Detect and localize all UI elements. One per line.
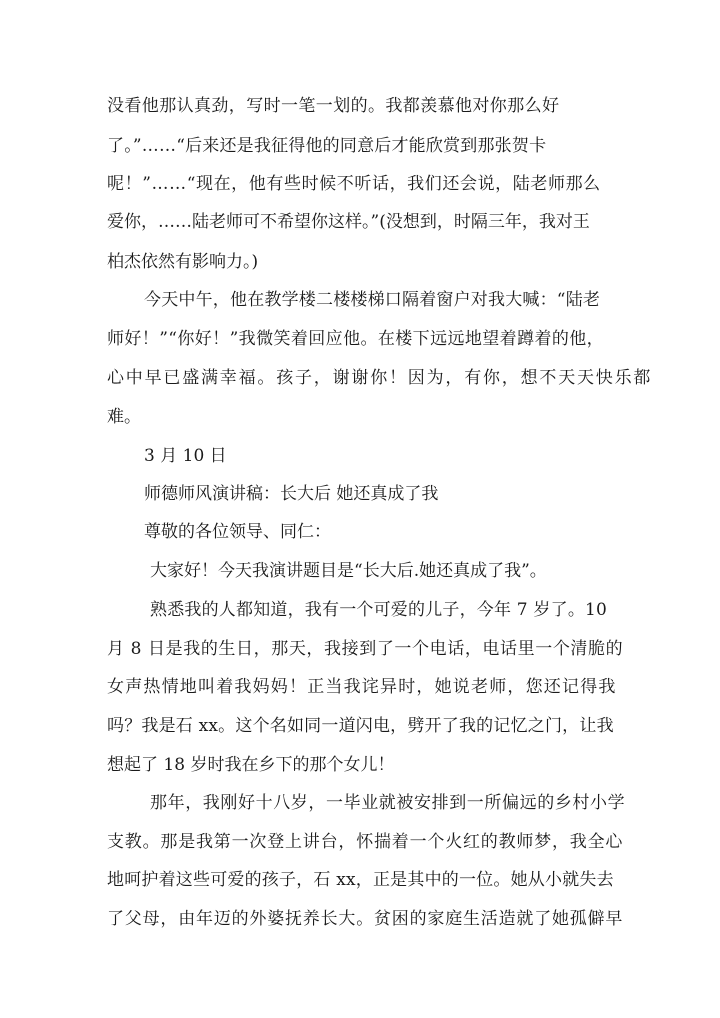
- text-line: 心中早已盛满幸福。孩子，谢谢你！因为，有你，想不天天快乐都: [107, 368, 653, 388]
- text-line: 大家好！今天我演讲题目是“长大后.她还真成了我”。: [150, 561, 547, 581]
- text-line: 吗？我是石 xx。这个名如同一道闪电，劈开了我的记忆之门，让我: [107, 716, 614, 736]
- text-line: 今天中午，他在教学楼二楼楼梯口隔着窗户对我大喊：“陆老: [144, 290, 601, 310]
- text-line: 想起了 18 岁时我在乡下的那个女儿！: [107, 755, 395, 775]
- salutation: 尊敬的各位领导、同仁：: [144, 522, 331, 542]
- text-line: 那年，我刚好十八岁，一毕业就被安排到一所偏远的乡村小学: [150, 793, 626, 813]
- text-line: 地呵护着这些可爱的孩子，石 xx，正是其中的一位。她从小就失去: [107, 870, 614, 890]
- speech-title: 师德师风演讲稿：长大后 她还真成了我: [144, 484, 439, 504]
- text-line: 女声热情地叫着我妈妈！正当我诧异时，她说老师，您还记得我: [107, 677, 617, 697]
- text-line: 月 8 日是我的生日，那天，我接到了一个电话，电话里一个清脆的: [107, 639, 624, 659]
- text-line: 了父母，由年迈的外婆抚养长大。贫困的家庭生活造就了她孤僻早: [107, 909, 624, 929]
- text-line: 爱你，……陆老师可不希望你这样。”(没想到，时隔三年，我对王: [107, 212, 590, 232]
- text-line: 支教。那是我第一次登上讲台，怀揣着一个火红的教师梦，我全心: [107, 832, 624, 852]
- text-line: 没看他那认真劲，写时一笔一划的。我都羡慕他对你那么好: [107, 96, 560, 116]
- text-line: 了。”……“后来还是我征得他的同意后才能欣赏到那张贺卡: [107, 136, 547, 156]
- text-line: 熟悉我的人都知道，我有一个可爱的儿子，今年 7 岁了。10: [150, 600, 608, 620]
- text-line: 难。: [107, 407, 141, 427]
- text-line: 柏杰依然有影响力。): [107, 252, 259, 272]
- text-line: 呢！”……“现在，他有些时候不听话，我们还会说，陆老师那么: [107, 174, 601, 194]
- text-line: 师好！”“你好！”我微笑着回应他。在楼下远远地望着蹲着的他，: [107, 329, 605, 349]
- date-line: 3 月 10 日: [144, 446, 227, 466]
